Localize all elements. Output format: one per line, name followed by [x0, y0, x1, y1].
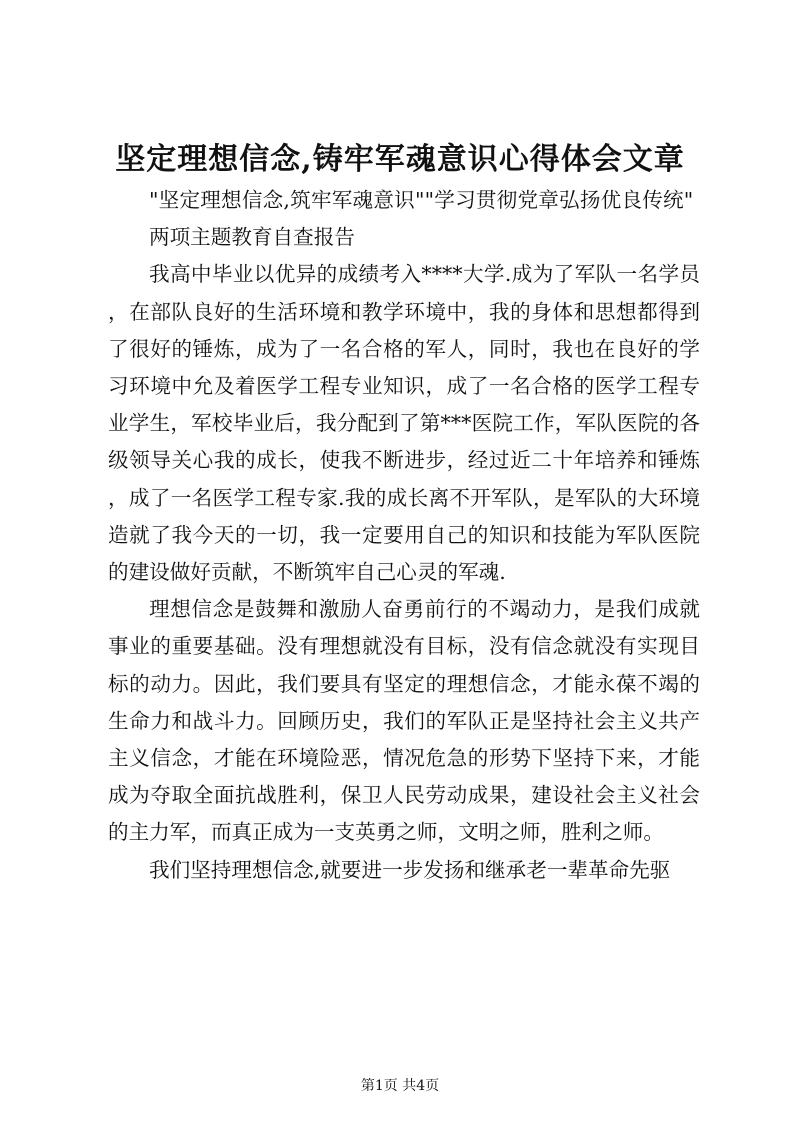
document-body: [108, 182, 700, 889]
body-paragraph-5: 我们坚持理想信念,就要进一步发扬和继承老一辈革命先驱: [149, 857, 671, 882]
body-paragraph-4: 理想信念是鼓舞和激励人奋勇前行的不竭动力，是我们成就事业的重要基础。没有理想就没有目标，没有信念就没有实现目标的动力。因此，我们要具有坚定的理想信念，才能永葆不竭的生命力和战斗力。回顾历史，我们的军队正是坚持社会主义共产主义信念，才能在环境险恶，情况危急的形势下坚持下来，才能成为夺取全面抗战胜利，保卫人民劳动成果，建设社会主义社会的主力军，而真正成为一支英勇之师，文明之师，胜利之师。: [108, 597, 700, 845]
document-title: 坚定理想信念,铸牢军魂意识心得体会文章: [115, 142, 685, 177]
body-paragraph-2: 两项主题教育自查报告: [149, 225, 355, 250]
body-paragraph-1: "坚定理想信念,筑牢军魂意识""学习贯彻党章弘扬优良传统": [149, 188, 694, 212]
page-number-footer: 第1页 共4页: [360, 1078, 440, 1094]
body-paragraph-3: 我高中毕业以优异的成绩考入****大学.成为了军队一名学员，在部队良好的生活环境和教学环境中，我的身体和思想都得到了很好的锤炼，成为了一名合格的军人，同时，我也在良好的学习环境中允及着医学工程专业知识，成了一名合格的医学工程专业学生，军校毕业后，我分配到了第***医院工作，军队医院的各级领导关心我的成长，使我不断进步，经过近二十年培养和锤炼，成了一名医学工程专家.我的成长离不开军队，是军队的大环境造就了我今天的一切，我一定要用自己的知识和技能为军队医院的建设做好贡献，不断筑牢自己心灵的军魂.: [108, 262, 700, 585]
